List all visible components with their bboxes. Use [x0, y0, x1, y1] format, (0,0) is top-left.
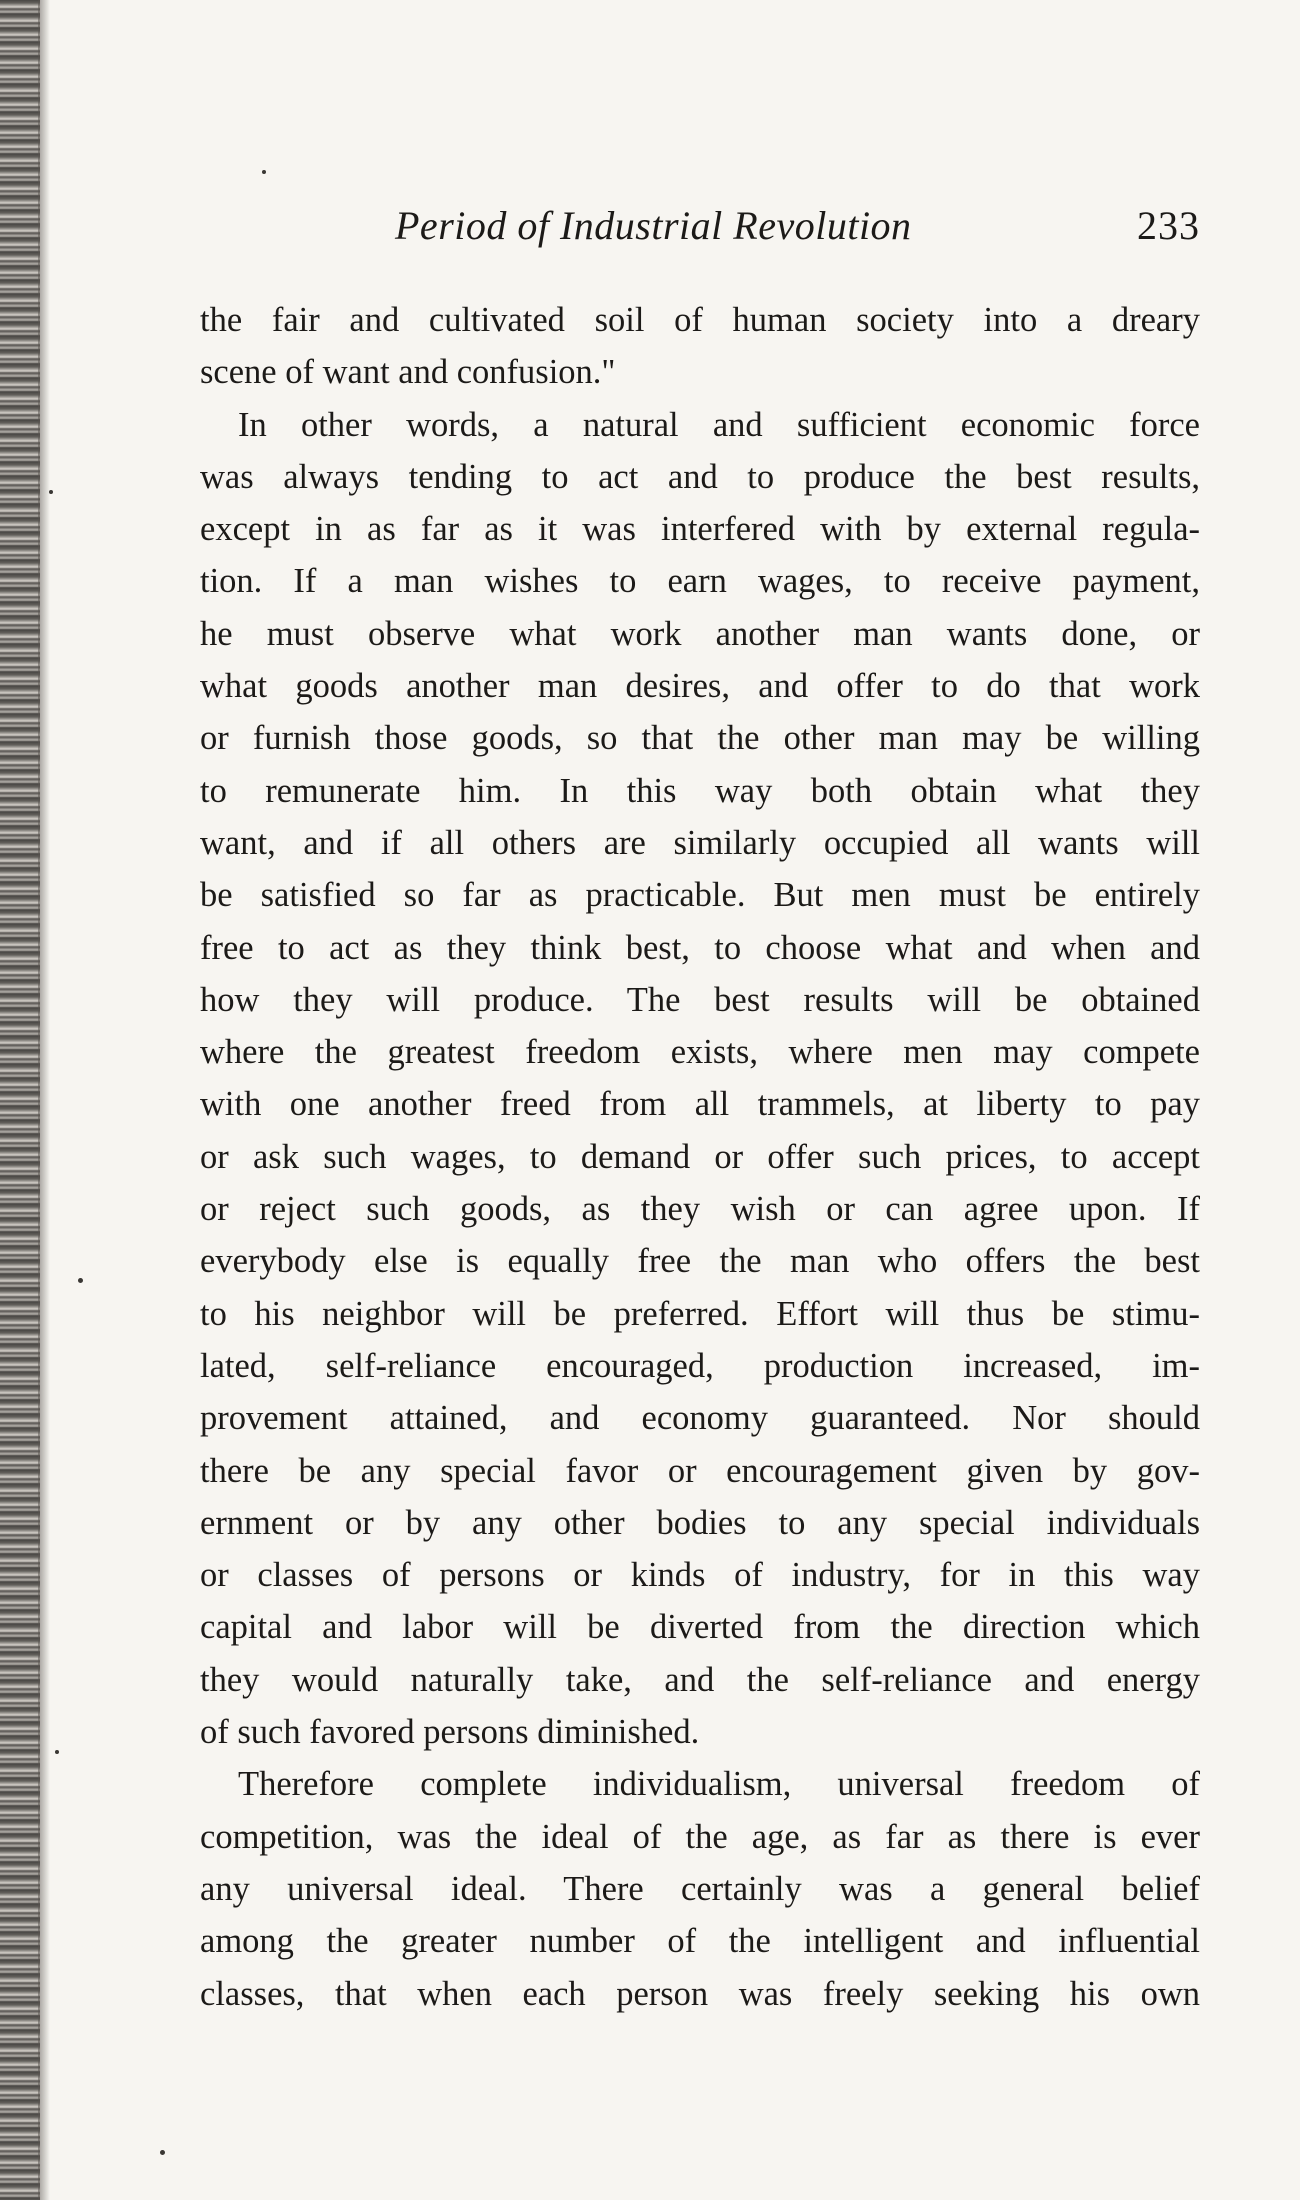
ink-speck — [49, 490, 53, 494]
text-line: capital and labor will be diverted from the direction which — [200, 1608, 1200, 1647]
text-line: scene of want and confusion." — [200, 353, 616, 392]
text-line: how they will produce. The best results will be obtained — [200, 980, 1200, 1019]
text-line: the fair and cultivated soil of human society into a dreary — [200, 301, 1200, 339]
body-text — [200, 294, 1200, 2020]
text-line: Therefore complete individualism, universal freedom of — [238, 1765, 1200, 1804]
text-line: except in as far as it was interfered with by external regula- — [200, 510, 1200, 549]
text-line: where the greatest freedom exists, where men may compete — [200, 1033, 1200, 1072]
paragraph — [200, 294, 1200, 399]
text-line: he must observe what work another man wants done, or — [200, 614, 1200, 653]
text-line: to remunerate him. In this way both obtain what they — [200, 771, 1200, 810]
running-head — [200, 202, 1200, 262]
text-line: ernment or by any other bodies to any special individuals — [200, 1503, 1200, 1542]
text-line: there be any special favor or encouragement given by gov- — [200, 1451, 1200, 1490]
ink-speck — [78, 1278, 83, 1283]
text-line: with one another freed from all trammels, at liberty to pay — [200, 1085, 1200, 1124]
text-line: lated, self-reliance encouraged, production increased, im- — [200, 1346, 1200, 1385]
text-line: want, and if all others are similarly occupied all wants will — [200, 823, 1200, 862]
text-line: In other words, a natural and sufficient economic force — [238, 405, 1200, 444]
text-line: classes, that when each person was freely seeking his own — [200, 1974, 1200, 2013]
text-line: be satisfied so far as practicable. But men must be entirely — [200, 876, 1200, 915]
text-line: or furnish those goods, so that the other man may be willing — [200, 719, 1200, 758]
ink-speck — [262, 170, 266, 174]
ink-speck — [55, 1750, 59, 1754]
text-line: everybody else is equally free the man who offers the best — [200, 1242, 1200, 1281]
text-line: among the greater number of the intelligent and influential — [200, 1922, 1200, 1961]
paragraph — [200, 1758, 1200, 2019]
text-line: of such favored persons diminished. — [200, 1713, 700, 1752]
ink-speck — [160, 2150, 165, 2155]
running-title: Period of Industrial Revolution — [395, 203, 912, 248]
text-line: what goods another man desires, and offer to do that work — [200, 667, 1200, 706]
text-line: or ask such wages, to demand or offer such prices, to accept — [200, 1137, 1200, 1176]
text-line: or classes of persons or kinds of industry, for in this way — [200, 1556, 1200, 1595]
text-line: competition, was the ideal of the age, as far as there is ever — [200, 1817, 1200, 1856]
text-line: provement attained, and economy guaranteed. Nor should — [200, 1399, 1200, 1438]
text-line: tion. If a man wishes to earn wages, to receive payment, — [200, 562, 1200, 601]
paragraph — [200, 399, 1200, 1759]
text-line: they would naturally take, and the self-reliance and energy — [200, 1660, 1200, 1699]
text-line: or reject such goods, as they wish or can agree upon. If — [200, 1190, 1200, 1229]
page-number: 233 — [1137, 203, 1200, 248]
text-line: was always tending to act and to produce the best results, — [200, 457, 1200, 496]
text-line: any universal ideal. There certainly was a general belief — [200, 1869, 1200, 1908]
binding-edge — [0, 0, 40, 2200]
text-line: to his neighbor will be preferred. Effort will thus be stimu- — [200, 1294, 1200, 1333]
text-line: free to act as they think best, to choose what and when and — [200, 928, 1200, 967]
